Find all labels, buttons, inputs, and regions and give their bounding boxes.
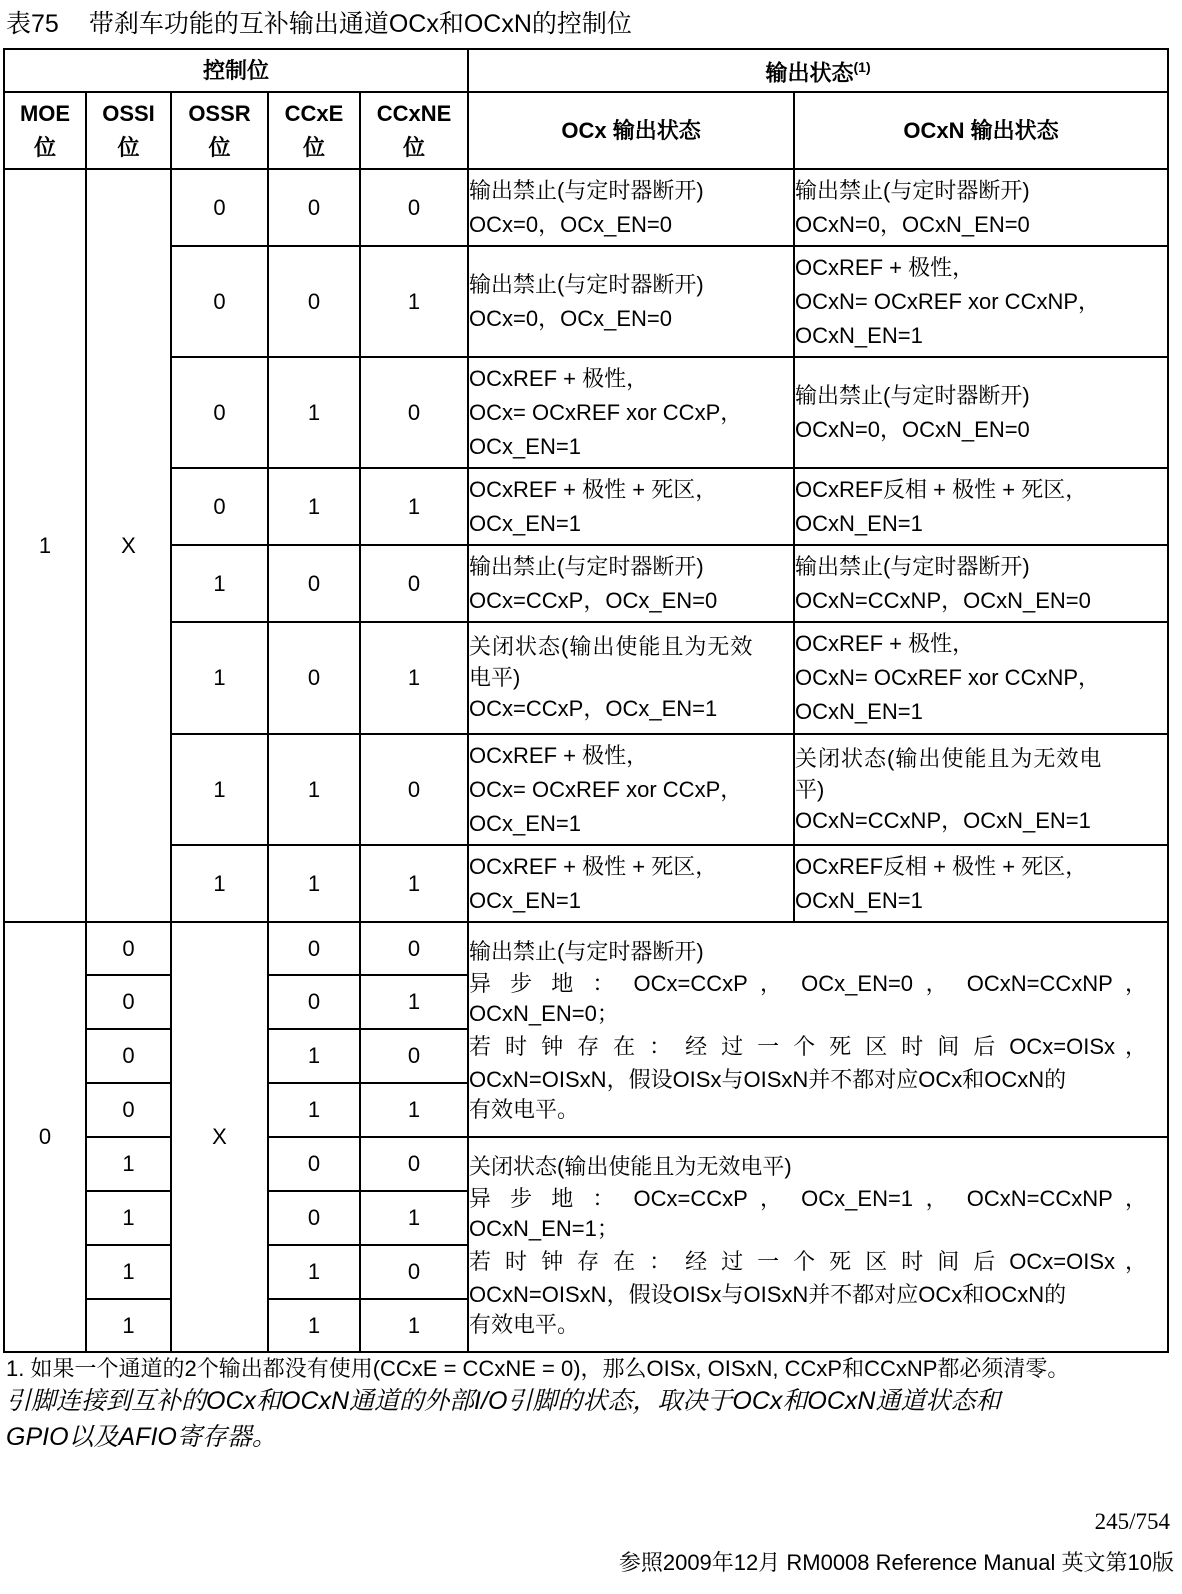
ocxn-state-cell: OCxREF反相 + 极性 + 死区， OCxN_EN=1 (794, 845, 1168, 922)
ccxe-cell: 1 (268, 357, 360, 468)
ocxn-state-cell: 关闭状态(输出使能且为无效电 平) OCxN=CCxNP，OCxN_EN=1 (794, 734, 1168, 845)
ocxn-state-cell: 输出禁止(与定时器断开) OCxN=0，OCxN_EN=0 (794, 169, 1168, 246)
ccxne-header: CCxNE 位 (360, 92, 468, 169)
ccxe-cell: 1 (268, 468, 360, 545)
ossr-cell: 1 (171, 545, 268, 622)
ossr-cell: 0 (171, 246, 268, 357)
table-row (4, 845, 1168, 922)
ccxe-cell: 0 (268, 545, 360, 622)
table-caption (6, 4, 632, 40)
ocx-state-cell: 输出禁止(与定时器断开) OCx=CCxP，OCx_EN=0 (468, 545, 794, 622)
ocxn-state-cell: OCxREF反相 + 极性 + 死区， OCxN_EN=1 (794, 468, 1168, 545)
table-row (4, 246, 1168, 357)
ocx-state-cell: OCxREF + 极性， OCx= OCxREF xor CCxP， OCx_EN=1 (468, 734, 794, 845)
ossr-cell: X (171, 922, 268, 1352)
italic-note-line-2: GPIO以及AFIO寄存器。 (6, 1423, 277, 1451)
ocx-state-cell: OCxREF + 极性 + 死区， OCx_EN=1 (468, 468, 794, 545)
ccxne-cell: 0 (360, 1245, 468, 1299)
ccxe-cell: 0 (268, 622, 360, 734)
ocx-state-cell: OCxREF + 极性， OCx= OCxREF xor CCxP， OCx_EN=1 (468, 357, 794, 468)
ossr-cell: 0 (171, 169, 268, 246)
ccxe-cell: 0 (268, 169, 360, 246)
ossi-cell: 0 (86, 922, 171, 975)
ossi-cell: 1 (86, 1137, 171, 1191)
header-row-1 (4, 49, 1168, 92)
moe-cell: 1 (4, 169, 86, 922)
ccxne-cell: 0 (360, 357, 468, 468)
ocx-state-cell: 输出禁止(与定时器断开) OCx=0，OCx_EN=0 (468, 169, 794, 246)
moe-cell: 0 (4, 922, 86, 1352)
moe-header: MOE 位 (4, 92, 86, 169)
table-row (4, 357, 1168, 468)
ccxne-cell: 0 (360, 1029, 468, 1083)
inactive-state-block: 关闭状态(输出使能且为无效电平) 异 步 地 ： OCx=CCxP ， OCx_EN=1 ， OCxN=CCxNP ， OCxN_EN=1； 若 时 钟 存 在 ： 经 过 一 个 死 区 时 间 后 OCx=OISx ， OCxN=OISxN，假设OISx与OISxN并不都对应OCx和OCxN的 有效电平。 (468, 1137, 1168, 1352)
ccxne-cell: 0 (360, 922, 468, 975)
ccxe-cell: 1 (268, 1245, 360, 1299)
ccxe-cell: 1 (268, 734, 360, 845)
ccxe-cell: 1 (268, 1029, 360, 1083)
ocxn-state-cell: OCxREF + 极性， OCxN= OCxREF xor CCxNP， OCxN_EN=1 (794, 622, 1168, 734)
ccxe-cell: 0 (268, 246, 360, 357)
ccxne-cell: 0 (360, 734, 468, 845)
ccxe-cell: 0 (268, 1191, 360, 1245)
ccxe-cell: 1 (268, 1299, 360, 1352)
ossi-cell: 0 (86, 1029, 171, 1083)
control-bits-header: 控制位 (4, 49, 468, 92)
ocxn-state-cell: 输出禁止(与定时器断开) OCxN=0，OCxN_EN=0 (794, 357, 1168, 468)
output-state-header: 输出状态$^{(1)}$ (468, 49, 1168, 92)
footnote: 1. 如果一个通道的2个输出都没有使用(CCxE = CCxNE = 0)，那么OISx, OISxN, CCxP和CCxNP都必须清零。 (6, 1356, 1070, 1381)
ossi-cell: 0 (86, 1083, 171, 1137)
ocx-state-cell: 关闭状态(输出使能且为无效 电平) OCx=CCxP，OCx_EN=1 (468, 622, 794, 734)
ocxn-state-cell: 输出禁止(与定时器断开) OCxN=CCxNP，OCxN_EN=0 (794, 545, 1168, 622)
page-number: 245/754 (1094, 1509, 1170, 1534)
ccxe-cell: 1 (268, 1083, 360, 1137)
ocxn-state-cell: OCxREF + 极性， OCxN= OCxREF xor CCxNP， OCxN_EN=1 (794, 246, 1168, 357)
table-row (4, 468, 1168, 545)
ccxne-cell: 1 (360, 468, 468, 545)
ccxne-cell: 1 (360, 246, 468, 357)
ocxn-state-header: OCxN 输出状态 (794, 92, 1168, 169)
ccxe-cell: 1 (268, 845, 360, 922)
ccxe-header: CCxE 位 (268, 92, 360, 169)
table-title: 带刹车功能的互补输出通道OCx和OCxN的控制位 (88, 10, 632, 38)
ocx-state-header: OCx 输出状态 (468, 92, 794, 169)
ocx-state-cell: OCxREF + 极性 + 死区， OCx_EN=1 (468, 845, 794, 922)
ccxe-cell: 0 (268, 922, 360, 975)
footnote-ref: (1) (853, 59, 871, 76)
ossi-header: OSSI 位 (86, 92, 171, 169)
control-bits-table (3, 48, 1169, 1353)
ccxne-cell: 1 (360, 1299, 468, 1352)
table-row (4, 734, 1168, 845)
ossr-cell: 1 (171, 734, 268, 845)
page-footer: 参照2009年12月 RM0008 Reference Manual 英文第10版 (618, 1550, 1174, 1575)
italic-note-line-1: 引脚连接到互补的OCx和OCxN通道的外部I/O引脚的状态，取决于OCx和OCxN通道状态和 (6, 1387, 1001, 1415)
ossi-cell: 1 (86, 1299, 171, 1352)
ccxne-cell: 0 (360, 545, 468, 622)
ccxne-cell: 0 (360, 169, 468, 246)
ccxne-cell: 1 (360, 975, 468, 1029)
ossi-cell: X (86, 169, 171, 922)
ccxne-cell: 1 (360, 1191, 468, 1245)
ossr-cell: 1 (171, 622, 268, 734)
table-row (4, 545, 1168, 622)
ossi-cell: 1 (86, 1245, 171, 1299)
table-number: 表75 (6, 10, 59, 38)
output-disabled-block: 输出禁止(与定时器断开) 异 步 地 ： OCx=CCxP ， OCx_EN=0 ， OCxN=CCxNP ， OCxN_EN=0； 若 时 钟 存 在 ： 经 过 一 个 死 区 时 间 后 OCx=OISx ， OCxN=OISxN，假设OISx与OISxN并不都对应OCx和OCxN的 有效电平。 (468, 922, 1168, 1137)
ccxe-cell: 0 (268, 1137, 360, 1191)
ossr-cell: 0 (171, 468, 268, 545)
ossr-header: OSSR 位 (171, 92, 268, 169)
table-row (4, 622, 1168, 734)
ccxne-cell: 1 (360, 845, 468, 922)
ccxne-cell: 1 (360, 1083, 468, 1137)
ccxne-cell: 1 (360, 622, 468, 734)
ossi-cell: 1 (86, 1191, 171, 1245)
ccxe-cell: 0 (268, 975, 360, 1029)
table-row (4, 169, 1168, 246)
ossr-cell: 0 (171, 357, 268, 468)
ocx-state-cell: 输出禁止(与定时器断开) OCx=0，OCx_EN=0 (468, 246, 794, 357)
table-row (4, 922, 1168, 975)
header-row-2 (4, 92, 1168, 169)
ossi-cell: 0 (86, 975, 171, 1029)
ccxne-cell: 0 (360, 1137, 468, 1191)
ossr-cell: 1 (171, 845, 268, 922)
